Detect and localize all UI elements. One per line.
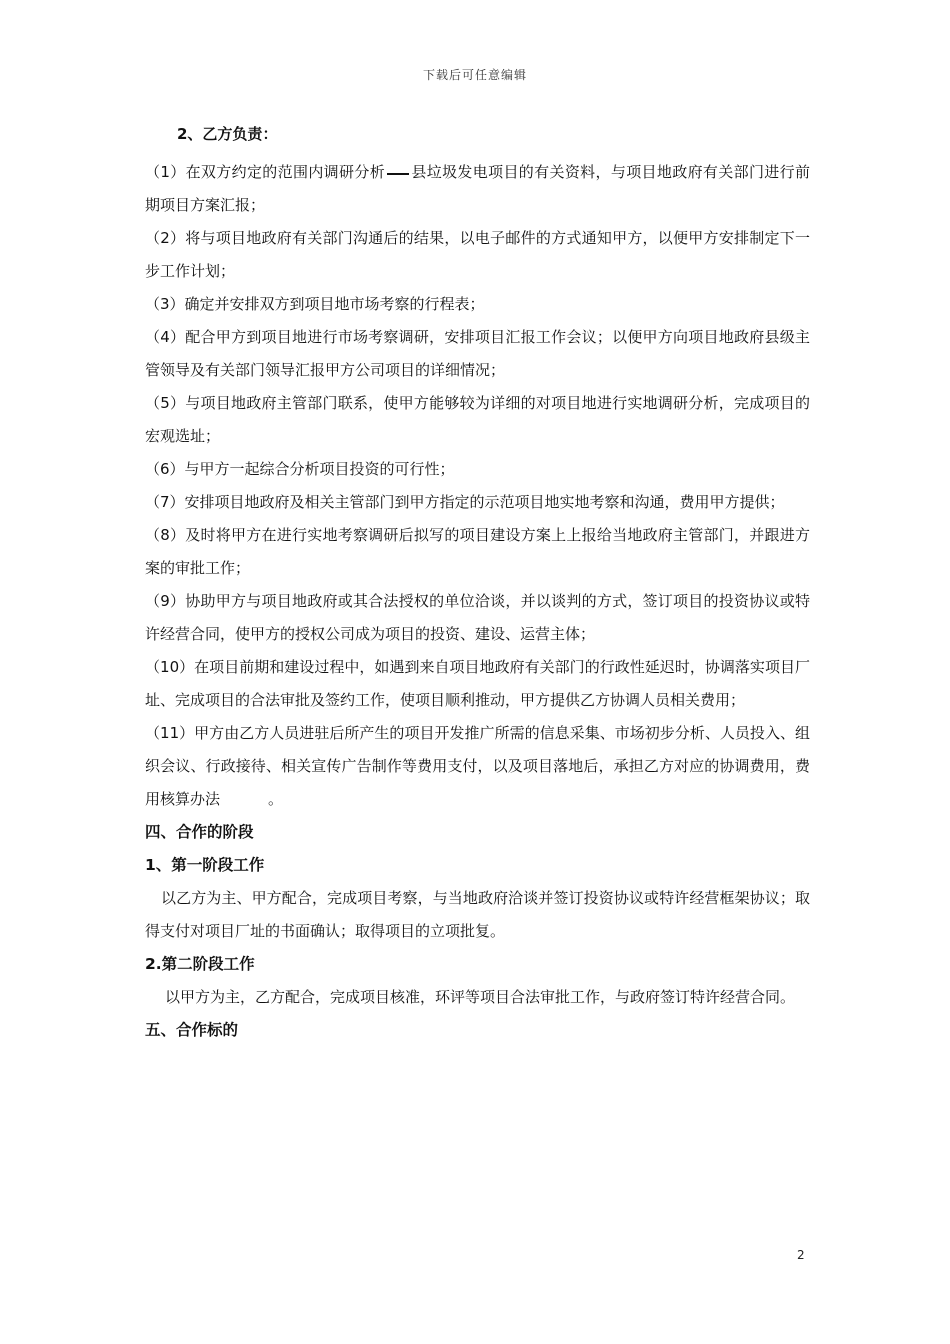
stage-1-text: 以乙方为主、甲方配合，完成项目考察，与当地政府洽谈并签订投资协议或特许经营框架协议；取得支付对项目厂址的书面确认；取得项目的立项批复。 — [145, 889, 810, 940]
list-item: （7）安排项目地政府及相关主管部门到甲方指定的示范项目地实地考察和沟通，费用甲方提供； — [145, 493, 785, 511]
list-item: （10）在项目前期和建设过程中，如遇到来自项目地政府有关部门的行政性延迟时，协调落实项目厂址、完成项目的合法审批及签约工作，使项目顺利推动，甲方提供乙方协调人员相关费用； — [145, 658, 810, 709]
item-text-part: 。 — [268, 790, 284, 808]
stage-1-title: 1、第一阶段工作 — [145, 856, 265, 874]
stage-2-text: 以甲方为主，乙方配合，完成项目核准，环评等项目合法审批工作，与政府签订特许经营合同。 — [165, 988, 796, 1006]
list-item — [145, 717, 810, 816]
list-item: （5）与项目地政府主管部门联系，使甲方能够较为详细的对项目地进行实地调研分析，完成项目的宏观选址； — [145, 394, 810, 445]
list-item: （6）与甲方一起综合分析项目投资的可行性； — [145, 460, 455, 478]
item-text-part: （1）在双方约定的范围内调研分析 — [145, 163, 386, 181]
page-number: 2 — [797, 1248, 805, 1262]
list-item — [145, 156, 810, 222]
list-item: （2）将与项目地政府有关部门沟通后的结果，以电子邮件的方式通知甲方，以便甲方安排制定下一步工作计划； — [145, 229, 810, 280]
list-item: （8）及时将甲方在进行实地考察调研后拟写的项目建设方案上上报给当地政府主管部门，并跟进方案的审批工作； — [145, 526, 810, 577]
list-item: （9）协助甲方与项目地政府或其合法授权的单位洽谈，并以谈判的方式，签订项目的投资协议或特许经营合同，使甲方的授权公司成为项目的投资、建设、运营主体； — [145, 592, 810, 643]
document-body — [145, 118, 810, 1047]
header-note: 下载后可任意编辑 — [422, 68, 527, 82]
item-text-part: 县垃圾发电项目的有关资料，与项目地政府有关部门进行前期项目方案汇报； — [145, 163, 810, 214]
list-item: （4）配合甲方到项目地进行市场考察调研，安排项目汇报工作会议；以便甲方向项目地政府县级主管领导及有关部门领导汇报甲方公司项目的详细情况； — [145, 328, 810, 379]
list-item: （3）确定并安排双方到项目地市场考察的行程表； — [145, 295, 485, 313]
section-heading-cooperation-stages: 四、合作的阶段 — [145, 823, 254, 841]
section-heading-cooperation-target: 五、合作标的 — [145, 1021, 239, 1039]
stage-2-title: 2.第二阶段工作 — [145, 955, 255, 973]
item-text-part: （11）甲方由乙方人员进驻后所产生的项目开发推广所需的信息采集、市场初步分析、人员投入、组织会议、行政接待、相关宣传广告制作等费用支付，以及项目落地后，承担乙方对应的协调费用，费用核算办法 — [145, 724, 810, 808]
heading-party-b-responsibilities: 2、乙方负责： — [177, 125, 278, 143]
fill-blank — [387, 172, 409, 175]
